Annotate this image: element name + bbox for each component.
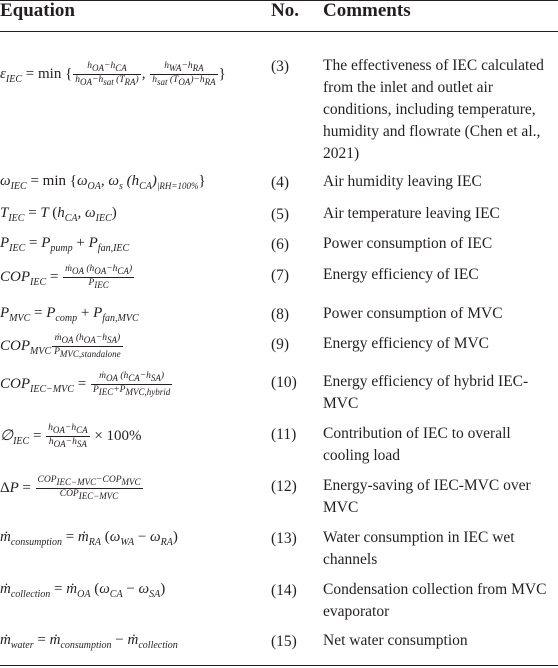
- comment: Energy efficiency of hybrid IEC-MVC: [323, 373, 529, 412]
- equation-5: $T_{IEC} = T$ ($h_{CA}$, $\omega_{IEC}$): [0, 205, 117, 224]
- comment: Net water consumption: [323, 632, 468, 649]
- header-comments: Comments: [323, 0, 411, 21]
- comment: Water consumption in IEC wet channels: [323, 529, 515, 568]
- equation-number: (14): [271, 582, 297, 599]
- equation-number: (3): [271, 58, 290, 75]
- comment: Air temperature leaving IEC: [323, 205, 500, 222]
- equation-3: $\varepsilon_{IEC} = \min$ { $\frac{h_{OA}-h_{CA}}{h_{OA}-h_{sat} (T_{RA})}$ , $\frac{h_{WA}-h_{RA}}{h_{sat} (T_{OA})-h_{RA}}$ }: [0, 61, 226, 87]
- header-no: No.: [271, 0, 299, 21]
- comment: Contribution of IEC to overall cooling load: [323, 425, 511, 464]
- comment: The effectiveness of IEC calculated from the inlet and outlet air conditions, including temperature, humidity and flowrate (Chen et al., 2021): [323, 57, 544, 162]
- equation-number: (9): [271, 336, 290, 353]
- equation-6: $P_{IEC} = P_{pump} + P_{fan,IEC}$: [0, 235, 130, 254]
- equation-10: $COP_{IEC-MVC}$ = $\frac{ṁ_{OA} (h_{CA}-h_{SA})}{P_{IEC}+P_{MVC,hybrid}}$: [0, 371, 171, 397]
- equation-number: (5): [271, 206, 290, 223]
- equation-number: (8): [271, 306, 290, 323]
- equation-13: ṁ$_{consumption}$ = ṁ$_{RA}$ $(\omega_{WA} - \omega_{RA})$: [0, 529, 178, 548]
- equation-8: $P_{MVC} = P_{comp} + P_{fan,MVC}$: [0, 305, 139, 324]
- equation-number: (10): [271, 374, 297, 391]
- equation-number: (11): [271, 426, 297, 443]
- equation-number: (6): [271, 236, 290, 253]
- comment: Power consumption of MVC: [323, 305, 503, 322]
- comment: Air humidity leaving IEC: [323, 173, 482, 190]
- equation-11: $\emptyset_{IEC}$ = $\frac{h_{OA}-h_{CA}}{h_{OA}-h_{SA}}$ × 100%: [0, 423, 142, 449]
- equation-9: $COP_{MVC}$ $\frac{ṁ_{OA} (h_{OA}-h_{SA})}{P_{MVC,standalone}}$: [0, 333, 121, 359]
- bottom-rule: [0, 665, 558, 666]
- comment: Energy-saving of IEC-MVC over MVC: [323, 477, 531, 516]
- equation-12: ΔP = $\frac{COP_{IEC-MVC}-COP_{MVC}}{COP_{IEC-MVC}}$: [0, 475, 141, 501]
- equation-number: (13): [271, 530, 297, 547]
- equation-14: ṁ$_{collection}$ = ṁ$_{OA}$ $(\omega_{CA} - \omega_{SA})$: [0, 581, 166, 600]
- header-rule: [0, 31, 558, 32]
- comment: Energy efficiency of MVC: [323, 335, 490, 352]
- equation-15: ṁ$_{water}$ = ṁ$_{consumption}$ − ṁ$_{collection}$: [0, 632, 178, 651]
- comment: Energy efficiency of IEC: [323, 266, 479, 283]
- header-equation: Equation: [0, 0, 75, 21]
- equation-number: (7): [271, 267, 290, 284]
- equation-number: (4): [271, 174, 290, 191]
- equation-number: (15): [271, 633, 297, 650]
- equation-number: (12): [271, 478, 297, 495]
- comment: Condensation collection from MVC evaporator: [323, 581, 547, 620]
- equation-7: $COP_{IEC}$ = $\frac{ṁ_{OA} (h_{OA}-h_{CA})}{P_{IEC}}$: [0, 264, 133, 290]
- comment: Power consumption of IEC: [323, 235, 493, 252]
- equation-4: $\omega_{IEC} = \min \{\omega_{OA}$, $\omega_s$ $(h_{CA})_{|RH=100\%}$}: [0, 173, 206, 192]
